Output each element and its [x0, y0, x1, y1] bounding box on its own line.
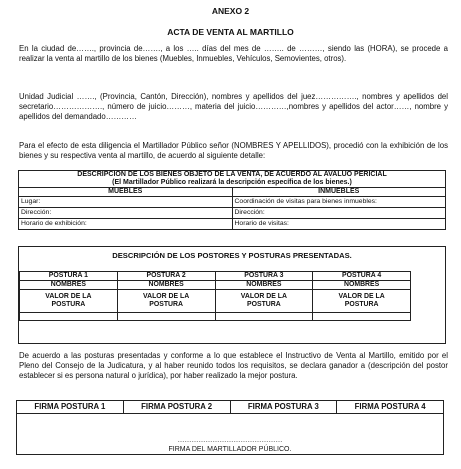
annex-label: ANEXO 2 — [211, 6, 250, 16]
bid-names-4: NOMBRES — [313, 281, 411, 290]
bids-table — [19, 271, 411, 321]
bid-empty-1 — [20, 313, 118, 321]
bid-empty-3 — [215, 313, 313, 321]
cell-direccion-right: Dirección: — [232, 208, 446, 219]
bid-col-1: POSTURA 1 — [20, 272, 118, 281]
bid-col-4: POSTURA 4 — [313, 272, 411, 281]
bid-value-1 — [20, 290, 118, 313]
value-label-line1: VALOR DE LA — [240, 293, 287, 300]
bid-col-2: POSTURA 2 — [117, 272, 215, 281]
value-label-line1: VALOR DE LA — [338, 293, 385, 300]
cell-horario-visitas: Horario de visitas: — [232, 219, 446, 230]
bid-names-3: NOMBRES — [215, 281, 313, 290]
bid-value-2 — [117, 290, 215, 313]
col-inmuebles: INMUEBLES — [232, 188, 446, 197]
cell-direccion-left: Dirección: — [19, 208, 233, 219]
paragraph-intro: En la ciudad de……., provincia de……., a los ….. días del mes de …….. de ………, siendo las (HORA), se procede a realizar la venta al martillo de los bienes (Muebles, Inmuebles, Vehículos, Semovientes, otros). — [19, 44, 448, 63]
goods-header-line2: (El Martillador Público realizará la descripción específica de los bienes.) — [112, 179, 352, 186]
value-label-line2: POSTURA — [149, 301, 183, 308]
cell-horario-exhibicion: Horario de exhibición: — [19, 219, 233, 230]
value-label-line1: VALOR DE LA — [143, 293, 190, 300]
bid-value-4 — [313, 290, 411, 313]
value-label-line1: VALOR DE LA — [45, 293, 92, 300]
cell-coordinacion: Coordinación de visitas para bienes inmuebles: — [232, 197, 446, 208]
paragraph-court: Unidad Judicial ……., (Provincia, Cantón, Dirección), nombres y apellidos del juez……………., nombres y apellidos del secretario………………., número de juicio………, materia del juicio…………,nombres y apellidos del actor……, nombre y apellidos del demandado………… — [19, 92, 448, 121]
bids-heading: DESCRIPCIÓN DE LOS POSTORES Y POSTURAS PRESENTADAS. — [112, 251, 352, 260]
auctioneer-signature-cell — [17, 414, 444, 455]
paragraph-auctioneer: Para el efecto de esta diligencia el Martillador Público señor (NOMBRES Y APELLIDOS), procedió con la exhibición de los bienes y su respectiva venta al martillo, de acuerdo al siguiente detalle: — [19, 141, 448, 160]
bid-empty-2 — [117, 313, 215, 321]
goods-table — [18, 170, 446, 230]
signature-col-3: FIRMA POSTURA 3 — [230, 401, 337, 414]
bid-value-3 — [215, 290, 313, 313]
value-label-line2: POSTURA — [344, 301, 379, 308]
goods-table-header — [19, 171, 446, 188]
cell-lugar: Lugar: — [19, 197, 233, 208]
goods-header-line1: DESCRIPCION DE LOS BIENES OBJETO DE LA VENTA, DE ACUERDO AL AVALUO PERICIAL — [77, 171, 387, 178]
bid-names-2: NOMBRES — [117, 281, 215, 290]
bid-col-3: POSTURA 3 — [215, 272, 313, 281]
signature-col-1: FIRMA POSTURA 1 — [17, 401, 124, 414]
value-label-line2: POSTURA — [247, 301, 281, 308]
signature-line: ……………………………………… — [177, 437, 283, 444]
paragraph-winner: De acuerdo a las posturas presentadas y conforme a lo que establece el Instructivo de Venta al Martillo, emitido por el Pleno del Consejo de la Judicatura, y al haber reunido todos los requisitos, se declara ganador a (descripción del postor establecer si es persona natural o jurídica), por haber realizado la mejor postura. — [19, 351, 448, 380]
bid-names-1: NOMBRES — [20, 281, 118, 290]
signature-col-4: FIRMA POSTURA 4 — [337, 401, 444, 414]
signature-col-2: FIRMA POSTURA 2 — [123, 401, 230, 414]
signatures-table — [16, 400, 444, 455]
value-label-line2: POSTURA — [51, 301, 86, 308]
bid-empty-4 — [313, 313, 411, 321]
document-title: ACTA DE VENTA AL MARTILLO — [167, 27, 294, 37]
auctioneer-signature-label: FIRMA DEL MARTILLADOR PÚBLICO. — [168, 446, 292, 453]
col-muebles: MUEBLES — [19, 188, 233, 197]
